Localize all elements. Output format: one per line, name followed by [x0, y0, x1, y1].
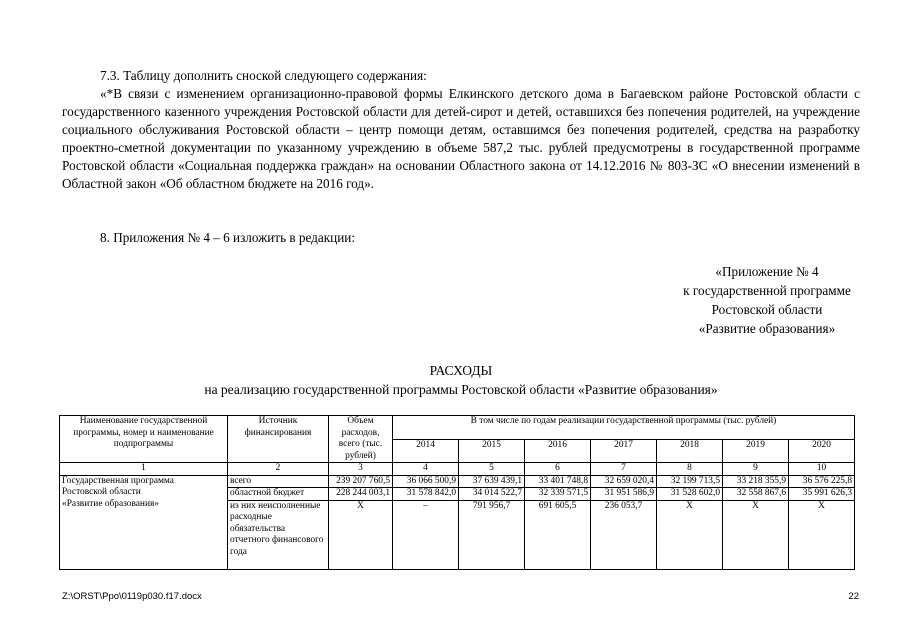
column-number: 10 — [789, 463, 855, 476]
column-number: 8 — [657, 463, 723, 476]
program-name-line: «Развитие образования» — [62, 498, 159, 509]
value-cell: 32 558 867,6 — [723, 488, 789, 501]
footer-file-path: Z:\ORST\Ppo\0119p030.f17.docx — [62, 591, 202, 602]
page-number: 22 — [848, 591, 859, 602]
amendment-text-8 — [62, 229, 860, 247]
header-name: Наименование государственной программы, номер и наименование подпрограммы — [60, 416, 228, 463]
table-title: РАСХОДЫ — [429, 363, 493, 378]
column-number-row — [60, 463, 855, 476]
value-cell: 36 576 225,8 — [789, 475, 855, 488]
column-number: 9 — [723, 463, 789, 476]
amendment-text — [62, 67, 860, 193]
value-cell: 691 605,5 — [525, 500, 591, 569]
table-subtitle: на реализацию государственной программы Ростовской области «Развитие образования» — [204, 382, 718, 397]
appendix-line: «Развитие образования» — [698, 321, 836, 336]
column-number: 2 — [228, 463, 329, 476]
column-number: 7 — [591, 463, 657, 476]
value-cell: 36 066 500,9 — [393, 475, 459, 488]
footnote-paragraph: «*В связи с изменением организационно-правовой формы Елкинского детского дома в Багаевском районе Ростовской области с государственного казенного учреждения Ростовской области для детей-сирот и детей, оставшихся без попечения родителей, на учреждение социального обслуживания Ростовской области – центр помощи детям, оставшимся без попечения родителей, средства на разработку проектно-сметной документации по указанному учреждению в объеме 587,2 тыс. рублей предусмотрены в государственной программе Ростовской области «Социальная поддержка граждан» на основании Областного закона от 14.12.2016 № 803-ЗС «О внесении изменений в Областной закон «Об областном бюджете на 2016 год». — [62, 86, 860, 191]
appendix-line: «Приложение № 4 — [715, 264, 819, 279]
header-volume: Объем расходов, всего (тыс. рублей) — [329, 416, 393, 463]
program-name-line: Ростовской области — [62, 487, 141, 497]
value-cell: 31 528 602,0 — [657, 488, 723, 501]
value-cell: 33 401 748,8 — [525, 475, 591, 488]
value-cell: Х — [723, 500, 789, 569]
year-cell: 2018 — [657, 439, 723, 463]
year-cell: 2020 — [789, 439, 855, 463]
table-row — [60, 475, 855, 488]
year-cell: 2019 — [723, 439, 789, 463]
value-cell: 34 014 522,7 — [459, 488, 525, 501]
value-cell: Х — [657, 500, 723, 569]
paragraph-7-3: 7.3. Таблицу дополнить сноской следующего содержания: — [100, 68, 427, 83]
appendix-caption — [632, 262, 902, 338]
value-cell: – — [393, 500, 459, 569]
value-cell: 31 951 586,9 — [591, 488, 657, 501]
column-number: 5 — [459, 463, 525, 476]
value-cell: 228 244 003,1 — [329, 488, 393, 501]
value-cell: 32 339 571,5 — [525, 488, 591, 501]
column-number: 1 — [60, 463, 228, 476]
source-cell: всего — [228, 475, 329, 488]
table-header-row — [60, 416, 855, 440]
program-name-line: Государственная программа — [62, 475, 174, 486]
appendix-line: Ростовской области — [711, 302, 823, 317]
source-cell: областной бюджет — [228, 488, 329, 501]
column-number: 3 — [329, 463, 393, 476]
source-cell: из них неисполненные расходные обязательства отчетного финансового года — [228, 500, 329, 569]
year-cell: 2016 — [525, 439, 591, 463]
value-cell: Х — [329, 500, 393, 569]
header-by-years: В том числе по годам реализации государственной программы (тыс. рублей) — [393, 416, 855, 440]
value-cell: 35 991 626,3 — [789, 488, 855, 501]
value-cell: 239 207 760,5 — [329, 475, 393, 488]
column-number: 4 — [393, 463, 459, 476]
year-cell: 2017 — [591, 439, 657, 463]
appendix-line: к государственной программе — [683, 283, 851, 298]
column-number: 6 — [525, 463, 591, 476]
year-cell: 2015 — [459, 439, 525, 463]
program-name-cell — [60, 475, 228, 569]
value-cell: 31 578 842,0 — [393, 488, 459, 501]
value-cell: Х — [789, 500, 855, 569]
value-cell: 32 199 713,5 — [657, 475, 723, 488]
year-cell: 2014 — [393, 439, 459, 463]
header-source: Источник финансирования — [228, 416, 329, 463]
value-cell: 236 053,7 — [591, 500, 657, 569]
value-cell: 791 956,7 — [459, 500, 525, 569]
expenses-table — [59, 415, 855, 570]
paragraph-8: 8. Приложения № 4 – 6 изложить в редакции: — [100, 230, 355, 245]
value-cell: 32 659 020,4 — [591, 475, 657, 488]
value-cell: 37 639 439,1 — [459, 475, 525, 488]
value-cell: 33 218 355,9 — [723, 475, 789, 488]
